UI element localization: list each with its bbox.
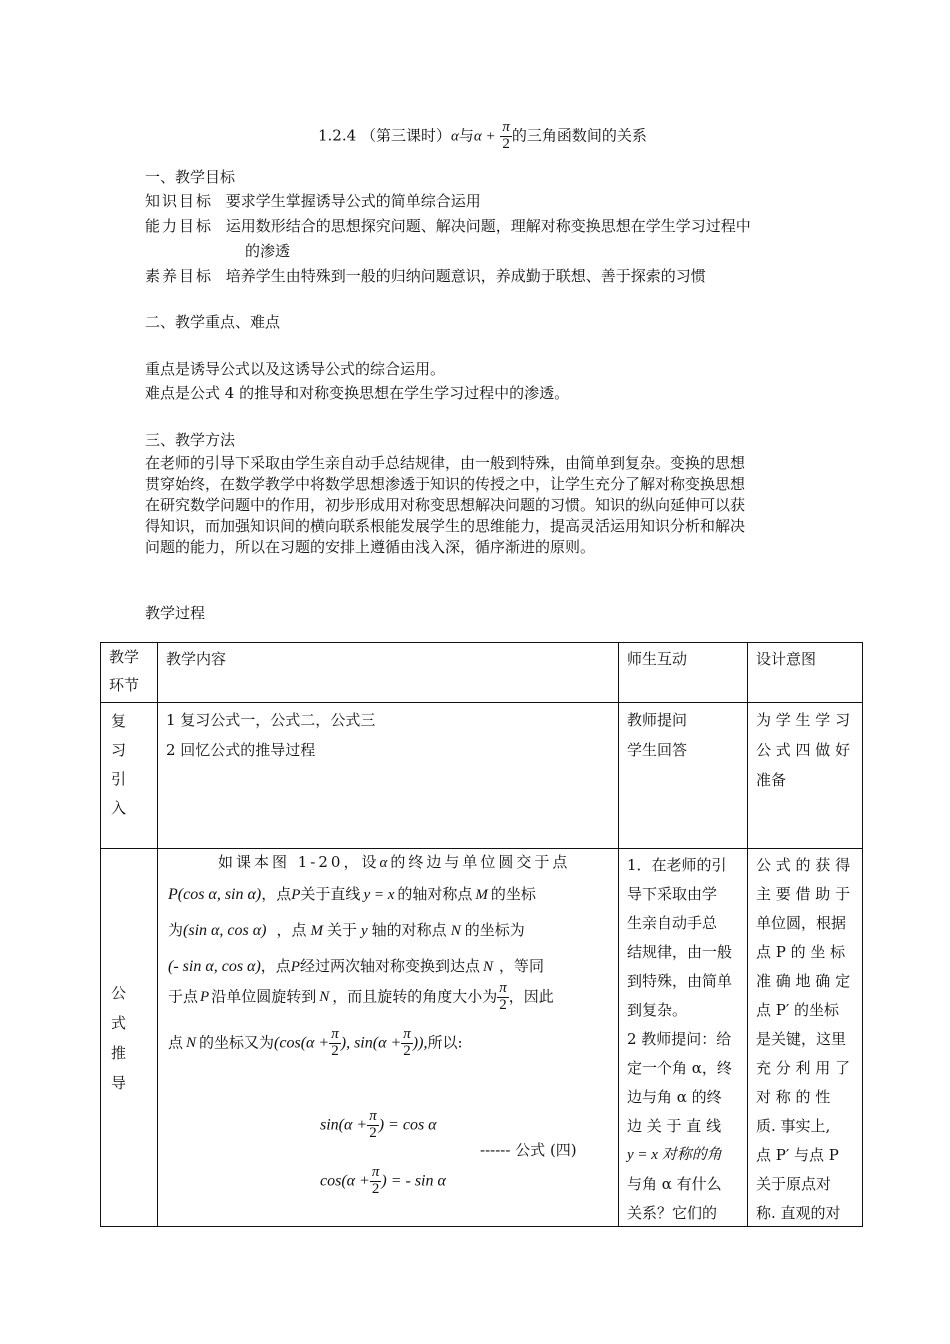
method-line: 在研究数学问题中的作用，初步形成用对称变思想解决问题的习惯。知识的纵向延伸可以获 [145, 496, 746, 514]
row2-line3: 为(sin α, cos α) ，点 M 关于 y 轴的对称点 N 的坐标为 [168, 921, 525, 939]
process-heading: 教学过程 [145, 604, 206, 622]
title-tail: 的三角函数间的关系 [511, 126, 647, 145]
row2-line5: 于点 P 沿单位圆旋转到 N ，而且旋转的角度大小为 $\frac{\pi}{2}$ ，因此 [168, 980, 554, 1013]
row2-stage: 公 式 推 导 [101, 849, 158, 1227]
formula-label: ------ 公式 (四) [480, 1141, 577, 1159]
row1-interaction: 教师提问 学生回答 [619, 703, 748, 849]
keypoints-heading: 二、教学重点、难点 [145, 313, 281, 331]
objective-label: 知识目标 [145, 192, 214, 210]
method-line: 得知识，而加强知识间的横向联系根能发展学生的思维能力，提高灵活运用知识分析和解决 [145, 517, 746, 535]
header-stage [101, 643, 158, 703]
keypoints-difficulty: 难点是公式 4 的推导和对称变换思想在学生学习过程中的渗透。 [145, 384, 570, 402]
objectives-heading: 一、教学目标 [145, 168, 236, 186]
table-header-row [101, 643, 863, 703]
header-content: 教学内容 [158, 643, 619, 703]
header-stage-line: 教学 [109, 648, 140, 666]
row1-content-line: 1 复习公式一，公式二，公式三 [166, 711, 376, 729]
row2-line2: P(cos α, sin α)，点P关于直线 y = x 的轴对称点 M 的坐标 [168, 885, 536, 903]
objective-label: 能力目标 [145, 217, 214, 235]
formula-cos: cos(α + $\frac{\pi}{2}$ ) = - sin α [320, 1164, 446, 1197]
row1-intent: 为 学 生 学 习 公 式 四 做 好 准备 [748, 703, 863, 849]
method-heading: 三、教学方法 [145, 431, 236, 449]
keypoints-focus: 重点是诱导公式以及这诱导公式的综合运用。 [145, 360, 446, 378]
objective-literacy [145, 265, 706, 286]
title-section: 1.2.4 [318, 126, 357, 145]
objective-ability [145, 215, 751, 236]
objective-ability-cont: 的渗透 [245, 242, 291, 260]
method-paragraph [145, 453, 808, 558]
title-lesson-note: （第三课时） [360, 126, 451, 145]
row2-line4: (- sin α, cos α)，点P经过两次轴对称变换到达点 N ，等同 [168, 957, 545, 975]
objective-text: 要求学生掌握诱导公式的简单综合运用 [225, 192, 481, 210]
header-stage-line: 环节 [109, 676, 140, 694]
title-pi-over-2: $\frac{\pi}{2}$ [502, 119, 510, 152]
row2-content [158, 849, 619, 1227]
title-yu: 与 [458, 126, 474, 145]
row1-content-line: 2 回忆公式的推导过程 [166, 741, 316, 759]
row2-intent: 公 式 的 获 得 主 要 借 助 于 单位圆，根据 点 P 的 坐 标 准 确 地 确 定 点 P′ 的坐标 是关键，这里 充 分 利 用 了 对 称 的 性 质. 事实上, 点 P′ 与点 P 关于原点对 称. 直观的对 [748, 849, 863, 1227]
table-row [101, 849, 863, 1227]
header-intent: 设计意图 [748, 643, 863, 703]
row2-interaction: 1．在老师的引 导下采取由学 生亲自动手总 结规律，由一般 到特殊，由简单 到复杂。 2 教师提问：给 定一个角 α，终 边与角 α 的终 边 关 于 直 线 y = x 对称的角 与角 α 有什么 关系？它们的 [619, 849, 748, 1227]
row2-line6: 点 N 的坐标又为(cos(α + $\frac{\pi}{2}$ ), sin(α + $\frac{\pi}{2}$ )),所以: [168, 1026, 463, 1059]
objective-text: 培养学生由特殊到一般的归纳问题意识，养成勤于联想、善于探索的习惯 [225, 267, 706, 285]
objective-label: 素养目标 [145, 267, 214, 285]
objective-text: 运用数形结合的思想探究问题、解决问题，理解对称变换思想在学生学习过程中 [225, 217, 751, 235]
title-alpha-plus: α + [473, 128, 496, 145]
row1-stage: 复 习 引 入 [101, 703, 158, 849]
method-line: 贯穿始终，在数学教学中将数学思想渗透于知识的传授之中，让学生充分了解对称变换思想 [145, 475, 746, 493]
lesson-table [100, 642, 863, 1227]
method-line: 问题的能力，所以在习题的安排上遵循由浅入深，循序渐进的原则。 [145, 538, 596, 556]
title-alpha: α [450, 128, 459, 145]
table-row [101, 703, 863, 849]
page-title [318, 120, 647, 153]
method-line: 在老师的引导下采取由学生亲自动手总结规律，由一般到特殊，由简单到复杂。变换的思想 [145, 454, 746, 472]
objective-knowledge [145, 190, 481, 211]
row1-content [158, 703, 619, 849]
formula-sin: sin(α + $\frac{\pi}{2}$ ) = cos α [320, 1108, 437, 1141]
header-interaction: 师生互动 [619, 643, 748, 703]
row2-line1: 如课本图 1-20，设α的终边与单位圆交于点 [218, 853, 571, 871]
